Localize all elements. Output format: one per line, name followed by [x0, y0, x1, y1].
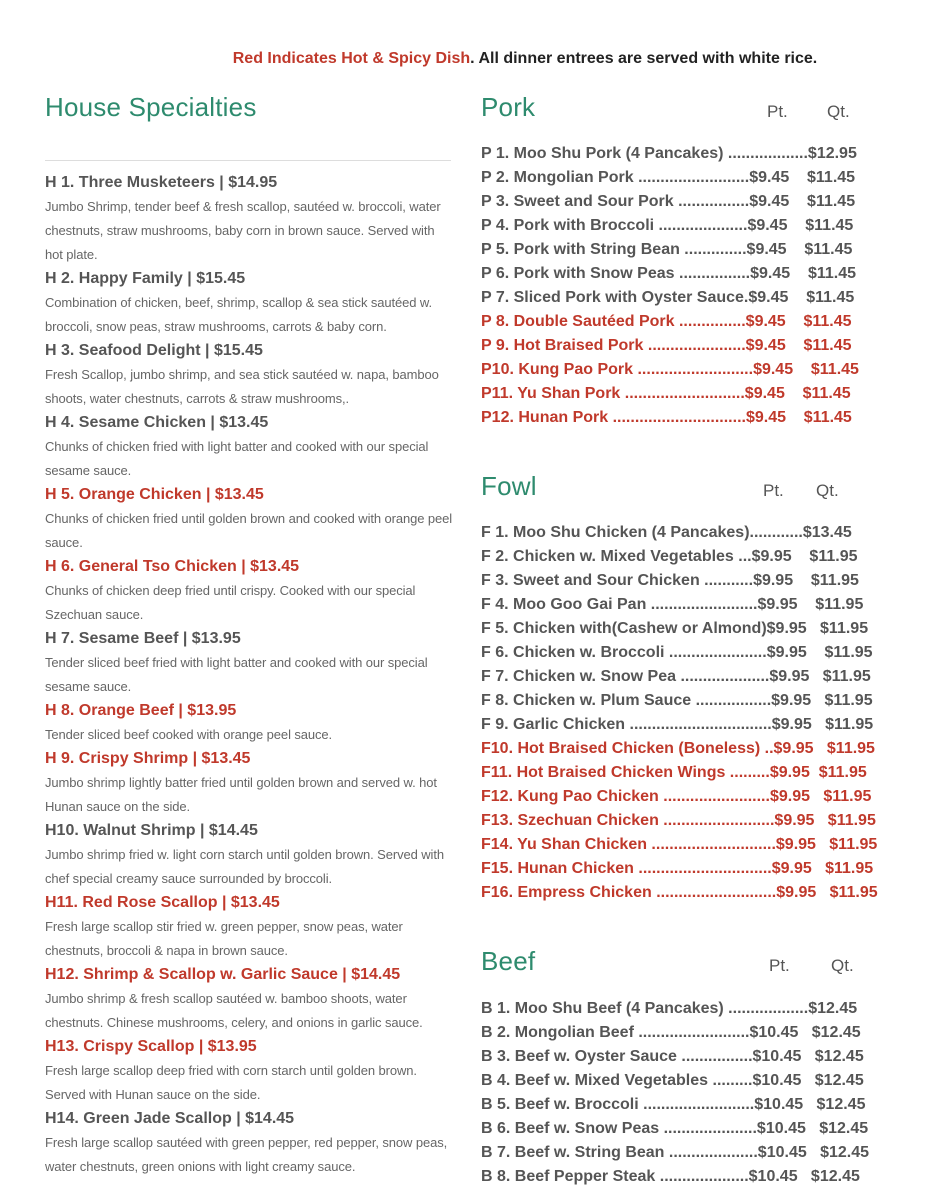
pork-title: Pork	[481, 92, 536, 122]
beef-pint-header: Pt.	[769, 956, 790, 975]
fowl-quart-header: Qt.	[816, 481, 839, 500]
spicy-notice	[0, 50, 930, 68]
beef-item: B 5. Beef w. Broccoli .........................$10.45 $12.45	[481, 1096, 866, 1113]
specialty-description: Chunks of chicken fried with light batter and cooked with our special sesame sauce.	[45, 439, 429, 478]
specialty-name: H 1. Three Musketeers | $14.95	[45, 174, 278, 191]
fowl-item: F 2. Chicken w. Mixed Vegetables ...$9.95 $11.95	[481, 548, 858, 565]
pork-item: P 3. Sweet and Sour Pork ................$9.45 $11.45	[481, 193, 856, 210]
specialty-name: H 8. Orange Beef | $13.95	[45, 702, 237, 719]
specialty-name: H 3. Seafood Delight | $15.45	[45, 342, 263, 359]
specialty-name: H 6. General Tso Chicken | $13.45	[45, 558, 300, 575]
beef-item: B 2. Mongolian Beef .........................$10.45 $12.45	[481, 1024, 861, 1041]
fowl-item: F12. Kung Pao Chicken ........................$9.95 $11.95	[481, 788, 872, 805]
specialty-description: Tender sliced beef fried with light batter and cooked with our special sesame sauce.	[45, 655, 428, 694]
specialty-description: Chunks of chicken deep fried until crispy. Cooked with our special Szechuan sauce.	[45, 583, 416, 622]
pork-item: P 7. Sliced Pork with Oyster Sauce.$9.45 $11.45	[481, 289, 855, 306]
beef-item: B 6. Beef w. Snow Peas .....................$10.45 $12.45	[481, 1120, 869, 1137]
specialty-item	[45, 699, 453, 747]
specialty-list	[45, 171, 453, 1179]
section-divider	[45, 160, 451, 161]
fowl-item: F15. Hunan Chicken ..............................$9.95 $11.95	[481, 860, 874, 877]
specialty-name: H14. Green Jade Scallop | $14.45	[45, 1110, 295, 1127]
fowl-item: F 4. Moo Goo Gai Pan ........................$9.95 $11.95	[481, 596, 864, 613]
specialty-name: H 2. Happy Family | $15.45	[45, 270, 246, 287]
specialty-item	[45, 555, 453, 627]
specialty-item	[45, 339, 453, 411]
specialty-item	[45, 627, 453, 699]
specialty-item	[45, 1107, 453, 1179]
specialty-item	[45, 483, 453, 555]
specialty-description: Jumbo Shrimp, tender beef & fresh scallop, sautéed w. broccoli, water chestnuts, straw mushrooms, baby corn in brown sauce. Served with hot plate.	[45, 199, 441, 262]
specialty-name: H10. Walnut Shrimp | $14.45	[45, 822, 258, 839]
fowl-title: Fowl	[481, 471, 537, 501]
pork-list	[481, 142, 921, 430]
specialty-item	[45, 819, 453, 891]
beef-item: B 3. Beef w. Oyster Sauce ................$10.45 $12.45	[481, 1048, 864, 1065]
fowl-item: F 9. Garlic Chicken ................................$9.95 $11.95	[481, 716, 874, 733]
pork-item: P 9. Hot Braised Pork ......................$9.45 $11.45	[481, 337, 852, 354]
specialty-name: H 5. Orange Chicken | $13.45	[45, 486, 264, 503]
specialty-description: Fresh large scallop deep fried with corn starch until golden brown. Served with Hunan sauce on the side.	[45, 1063, 417, 1102]
pork-item: P12. Hunan Pork ..............................$9.45 $11.45	[481, 409, 852, 426]
pork-item: P 5. Pork with String Bean ..............$9.45 $11.45	[481, 241, 853, 258]
pork-quart-header: Qt.	[827, 102, 850, 121]
pork-item: P11. Yu Shan Pork ...........................$9.45 $11.45	[481, 385, 851, 402]
fowl-item: F11. Hot Braised Chicken Wings .........$9.95 $11.95	[481, 764, 867, 781]
specialty-description: Tender sliced beef cooked with orange peel sauce.	[45, 727, 333, 742]
specialty-description: Jumbo shrimp lightly batter fried until golden brown and served w. hot Hunan sauce on the side.	[45, 775, 437, 814]
specialty-item	[45, 171, 453, 267]
specialty-item	[45, 747, 453, 819]
fowl-item: F 3. Sweet and Sour Chicken ...........$9.95 $11.95	[481, 572, 859, 589]
pork-item: P 1. Moo Shu Pork (4 Pancakes) ..................$12.95	[481, 145, 857, 162]
fowl-item: F10. Hot Braised Chicken (Boneless) ..$9.95 $11.95	[481, 740, 875, 757]
fowl-item: F13. Szechuan Chicken .........................$9.95 $11.95	[481, 812, 876, 829]
fowl-list	[481, 521, 921, 905]
beef-item: B 4. Beef w. Mixed Vegetables .........$10.45 $12.45	[481, 1072, 864, 1089]
spicy-notice-rest: . All dinner entrees are served with white rice.	[470, 50, 818, 67]
fowl-pint-header: Pt.	[763, 481, 784, 500]
specialty-name: H 4. Sesame Chicken | $13.45	[45, 414, 269, 431]
specialty-item	[45, 267, 453, 339]
specialty-description: Fresh large scallop stir fried w. green pepper, snow peas, water chestnuts, broccoli & napa in brown sauce.	[45, 919, 403, 958]
fowl-item: F 8. Chicken w. Plum Sauce .................$9.95 $11.95	[481, 692, 873, 709]
specialty-item	[45, 963, 453, 1035]
fowl-item: F 1. Moo Shu Chicken (4 Pancakes)............$13.45	[481, 524, 852, 541]
specialty-name: H 7. Sesame Beef | $13.95	[45, 630, 241, 647]
beef-item: B 7. Beef w. String Bean ....................$10.45 $12.45	[481, 1144, 870, 1161]
fowl-item: F 7. Chicken w. Snow Pea ....................$9.95 $11.95	[481, 668, 871, 685]
specialty-name: H 9. Crispy Shrimp | $13.45	[45, 750, 251, 767]
pork-pint-header: Pt.	[767, 102, 788, 121]
specialty-item	[45, 891, 453, 963]
specialty-description: Jumbo shrimp fried w. light corn starch until golden brown. Served with chef special creamy sauce surrounded by broccoli.	[45, 847, 444, 886]
fowl-item: F16. Empress Chicken ...........................$9.95 $11.95	[481, 884, 878, 901]
specialty-item	[45, 1035, 453, 1107]
beef-item: B 8. Beef Pepper Steak ....................$10.45 $12.45	[481, 1168, 860, 1185]
beef-item: B 1. Moo Shu Beef (4 Pancakes) ..................$12.45	[481, 1000, 858, 1017]
specialty-description: Fresh Scallop, jumbo shrimp, and sea stick sautéed w. napa, bamboo shoots, water chestnuts, carrots & straw mushrooms,.	[45, 367, 439, 406]
specialty-name: H13. Crispy Scallop | $13.95	[45, 1038, 257, 1055]
specialty-description: Fresh large scallop sautéed with green pepper, red pepper, snow peas, water chestnuts, green onions with light creamy sauce.	[45, 1135, 448, 1174]
pork-item: P 2. Mongolian Pork .........................$9.45 $11.45	[481, 169, 856, 186]
house-specialties-title: House Specialties	[45, 92, 257, 122]
fowl-item: F 5. Chicken with(Cashew or Almond)$9.95 $11.95	[481, 620, 869, 637]
specialty-name: H12. Shrimp & Scallop w. Garlic Sauce | $14.45	[45, 966, 401, 983]
specialty-description: Jumbo shrimp & fresh scallop sautéed w. bamboo shoots, water chestnuts. Chinese mushrooms, celery, and onions in garlic sauce.	[45, 991, 423, 1030]
pork-item: P10. Kung Pao Pork ..........................$9.45 $11.45	[481, 361, 859, 378]
beef-list	[481, 997, 921, 1189]
fowl-item: F 6. Chicken w. Broccoli ......................$9.95 $11.95	[481, 644, 873, 661]
pork-item: P 6. Pork with Snow Peas ................$9.45 $11.45	[481, 265, 856, 282]
spicy-notice-red: Red Indicates Hot & Spicy Dish	[232, 50, 471, 67]
pork-item: P 4. Pork with Broccoli ....................$9.45 $11.45	[481, 217, 854, 234]
fowl-item: F14. Yu Shan Chicken ............................$9.95 $11.95	[481, 836, 878, 853]
specialty-description: Chunks of chicken fried until golden brown and cooked with orange peel sauce.	[45, 511, 453, 550]
specialty-item	[45, 411, 453, 483]
pork-item: P 8. Double Sautéed Pork ...............$9.45 $11.45	[481, 313, 852, 330]
beef-title: Beef	[481, 946, 536, 976]
specialty-name: H11. Red Rose Scallop | $13.45	[45, 894, 280, 911]
beef-quart-header: Qt.	[831, 956, 854, 975]
specialty-description: Combination of chicken, beef, shrimp, scallop & sea stick sautéed w. broccoli, snow peas, straw mushrooms, carrots & baby corn.	[45, 295, 433, 334]
